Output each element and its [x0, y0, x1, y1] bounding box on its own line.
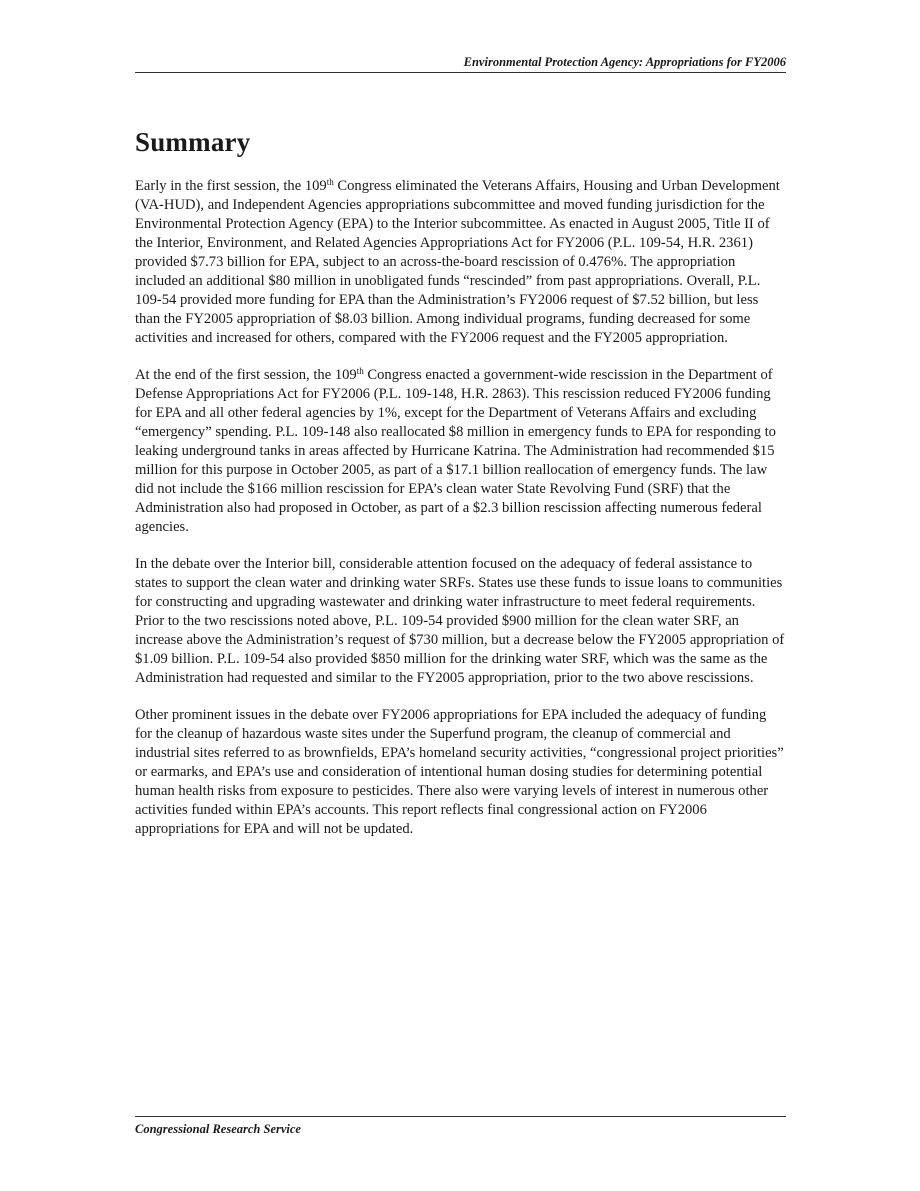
paragraph-2-superscript: th	[356, 366, 364, 376]
paragraph-1-superscript: th	[326, 177, 334, 187]
paragraph-1-text-b: Congress eliminated the Veterans Affairs, Housing and Urban Development (VA-HUD), and Independent Agencies appropriations subcommittee and moved funding jurisdiction for the Environmental Protection Agency (EPA) to the Interior subcommittee. As enacted in August 2005, Title II of the Interior, Environment, and Related Agencies Appropriations Act for FY2006 (P.L. 109-54, H.R. 2361) provided $7.73 billion for EPA, subject to an across-the-board rescission of 0.476%. The appropriation included an additional $80 million in unobligated funds “rescinded” from past appropriations. Overall, P.L. 109-54 provided more funding for EPA than the Administration’s FY2006 request of $7.52 billion, but less than the FY2005 appropriation of $8.03 billion. Among individual programs, funding decreased for some activities and increased for others, compared with the FY2006 request and the FY2005 appropriation.	[135, 178, 780, 346]
paragraph-2-text-a: At the end of the first session, the 109	[135, 367, 357, 383]
running-footer-publisher: Congressional Research Service	[135, 1122, 301, 1136]
paragraph-2	[135, 366, 786, 537]
paragraph-3: In the debate over the Interior bill, considerable attention focused on the adequacy of federal assistance to states to support the clean water and drinking water SRFs. States use these funds to issue loans to communities for constructing and upgrading wastewater and drinking water infrastructure to meet federal requirements. Prior to the two rescissions noted above, P.L. 109-54 provided $900 million for the clean water SRF, an increase above the Administration’s request of $730 million, but a decrease below the FY2005 appropriation of $1.09 billion. P.L. 109-54 also provided $850 million for the drinking water SRF, which was the same as the Administration had requested and similar to the FY2005 appropriation, prior to the two above rescissions.	[135, 556, 785, 686]
section-title: Summary	[135, 127, 251, 157]
summary-body	[135, 177, 786, 857]
paragraph-1	[135, 177, 786, 348]
running-header-title: Environmental Protection Agency: Appropriations for FY2006	[463, 55, 786, 69]
footer-divider	[135, 1116, 786, 1117]
header-divider	[135, 72, 786, 73]
paragraph-4: Other prominent issues in the debate over FY2006 appropriations for EPA included the adequacy of funding for the cleanup of hazardous waste sites under the Superfund program, the cleanup of commercial and industrial sites referred to as brownfields, EPA’s homeland security activities, “congressional project priorities” or earmarks, and EPA’s use and consideration of intentional human dosing studies for determining potential human health risks from exposure to pesticides. There also were varying levels of interest in numerous other activities funded within EPA’s accounts. This report reflects final congressional action on FY2006 appropriations for EPA and will not be updated.	[135, 707, 784, 837]
paragraph-1-text-a: Early in the first session, the 109	[135, 178, 327, 194]
paragraph-2-text-b: Congress enacted a government-wide rescission in the Department of Defense Appropriations Act for FY2006 (P.L. 109-148, H.R. 2863). This rescission reduced FY2006 funding for EPA and all other federal agencies by 1%, except for the Department of Veterans Affairs and excluding “emergency” spending. P.L. 109-148 also reallocated $8 million in emergency funds to EPA for responding to leaking underground tanks in areas affected by Hurricane Katrina. The Administration had recommended $15 million for this purpose in October 2005, as part of a $17.1 billion reallocation of emergency funds. The law did not include the $166 million rescission for EPA’s clean water State Revolving Fund (SRF) that the Administration also had proposed in October, as part of a $2.3 billion rescission affecting numerous federal agencies.	[135, 367, 776, 535]
